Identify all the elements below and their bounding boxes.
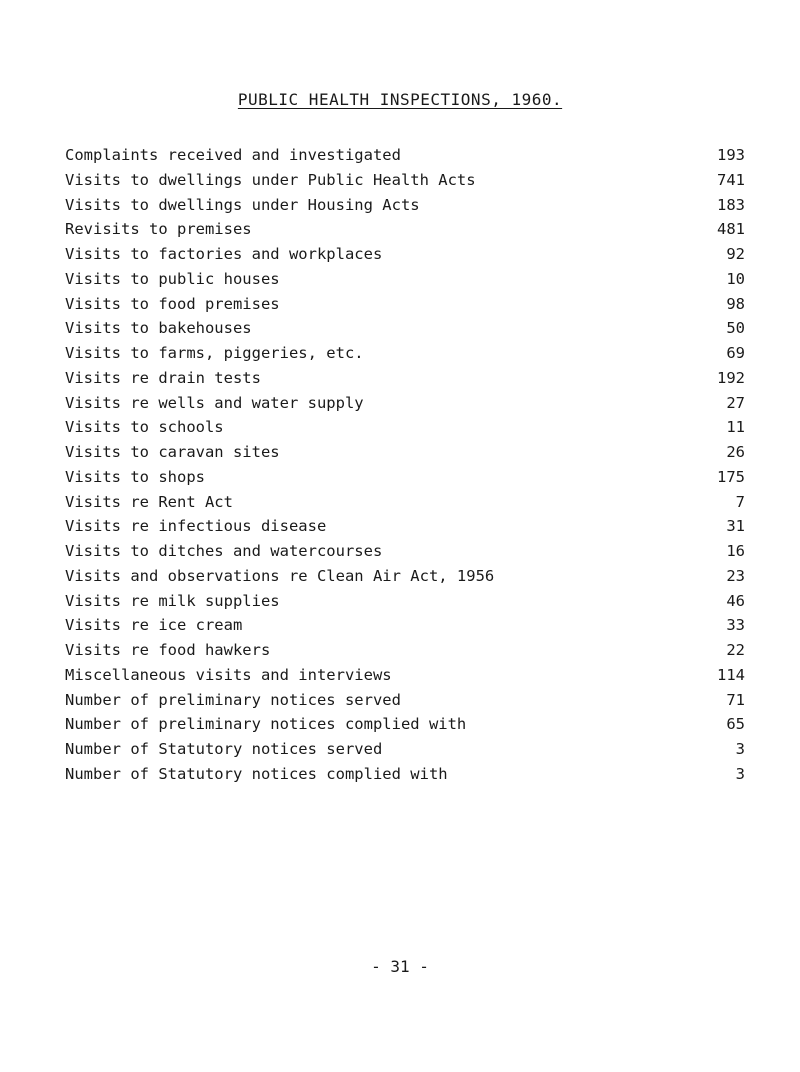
- list-item: [65, 295, 745, 320]
- item-label: Visits to ditches and watercourses: [65, 542, 383, 560]
- item-value: 10: [726, 269, 745, 288]
- item-label: Visits re food hawkers: [65, 641, 271, 659]
- item-label: Number of Statutory notices served: [65, 740, 383, 758]
- item-label: Visits to dwellings under Public Health Acts: [65, 170, 476, 189]
- item-value: 22: [726, 641, 745, 659]
- item-value: 193: [717, 146, 745, 164]
- list-item: [65, 394, 745, 419]
- item-value: 27: [726, 393, 745, 412]
- item-label: Visits to schools: [65, 418, 224, 437]
- inspection-list: [65, 146, 745, 790]
- list-item: [65, 765, 745, 790]
- item-label: Complaints received and investigated: [65, 146, 401, 164]
- list-item: [65, 517, 745, 542]
- list-item: [65, 592, 745, 617]
- item-label: Visits to shops: [65, 467, 205, 486]
- item-label: Visits to dwellings under Housing Acts: [65, 195, 420, 214]
- list-item: [65, 641, 745, 666]
- item-value: 192: [717, 368, 745, 387]
- item-value: 98: [726, 294, 745, 313]
- item-value: 114: [717, 665, 745, 684]
- item-label: Visits to caravan sites: [65, 443, 280, 461]
- page-title-text: PUBLIC HEALTH INSPECTIONS, 1960.: [237, 90, 563, 109]
- item-label: Revisits to premises: [65, 220, 252, 239]
- item-label: Visits to factories and workplaces: [65, 245, 383, 263]
- list-item: [65, 146, 745, 171]
- list-item: [65, 493, 745, 518]
- list-item: [65, 691, 745, 716]
- item-label: Visits to food premises: [65, 294, 280, 313]
- list-item: [65, 616, 745, 641]
- item-label: Visits re drain tests: [65, 368, 261, 387]
- item-label: Number of preliminary notices served: [65, 690, 401, 709]
- item-label: Visits re infectious disease: [65, 517, 327, 536]
- item-value: 33: [726, 616, 745, 635]
- item-value: 23: [726, 566, 745, 585]
- item-value: 7: [735, 492, 745, 511]
- item-label: Number of preliminary notices complied with: [65, 715, 467, 734]
- list-item: [65, 567, 745, 592]
- list-item: [65, 740, 745, 765]
- item-label: Visits re milk supplies: [65, 591, 280, 610]
- item-value: 3: [735, 764, 745, 783]
- item-value: 11: [726, 418, 745, 437]
- item-value: 69: [726, 344, 745, 362]
- list-item: [65, 443, 745, 468]
- list-item: [65, 468, 745, 493]
- item-value: 26: [726, 443, 745, 461]
- item-value: 65: [726, 715, 745, 734]
- list-item: [65, 715, 745, 740]
- item-value: 31: [726, 517, 745, 536]
- list-item: [65, 319, 745, 344]
- item-value: 3: [735, 740, 745, 758]
- list-item: [65, 245, 745, 270]
- list-item: [65, 196, 745, 221]
- list-item: [65, 344, 745, 369]
- item-value: 183: [717, 195, 745, 214]
- item-label: Visits to farms, piggeries, etc.: [65, 344, 364, 362]
- list-item: [65, 418, 745, 443]
- item-value: 71: [726, 690, 745, 709]
- list-item: [65, 542, 745, 567]
- page-title: [0, 90, 800, 109]
- item-label: Number of Statutory notices complied with: [65, 764, 448, 783]
- item-value: 16: [726, 542, 745, 560]
- item-value: 481: [717, 220, 745, 239]
- item-label: Visits to bakehouses: [65, 319, 252, 338]
- list-item: [65, 369, 745, 394]
- page-number: - 31 -: [371, 957, 429, 976]
- item-value: 46: [726, 591, 745, 610]
- list-item: [65, 220, 745, 245]
- item-label: Miscellaneous visits and interviews: [65, 665, 392, 684]
- item-value: 92: [726, 245, 745, 263]
- item-label: Visits to public houses: [65, 269, 280, 288]
- item-value: 741: [717, 170, 745, 189]
- item-label: Visits re ice cream: [65, 616, 243, 635]
- item-value: 50: [726, 319, 745, 338]
- item-value: 175: [717, 467, 745, 486]
- list-item: [65, 666, 745, 691]
- list-item: [65, 270, 745, 295]
- item-label: Visits re Rent Act: [65, 492, 233, 511]
- item-label: Visits re wells and water supply: [65, 393, 364, 412]
- list-item: [65, 171, 745, 196]
- item-label: Visits and observations re Clean Air Act, 1956: [65, 566, 495, 585]
